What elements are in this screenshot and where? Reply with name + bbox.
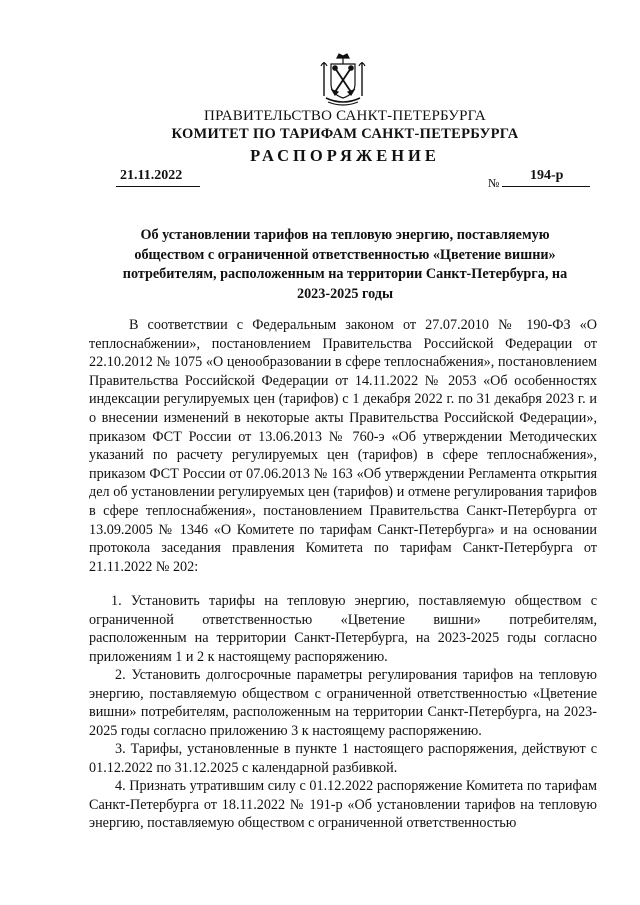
committee-title: КОМИТЕТ ПО ТАРИФАМ САНКТ-ПЕТЕРБУРГА <box>171 126 519 142</box>
clause-1-paragraph: 1. Установить тарифы на тепловую энергию, поставляемую обществом с ограниченной ответственностью «Цветение вишни» потребителям, расположенным на территории Санкт-Петербурга, на 2023-2025 годы согласно приложениям 1 и 2 к настоящему распоряжению. <box>89 593 597 665</box>
clause-3-paragraph: 3. Тарифы, установленные в пункте 1 настоящего распоряжения, действуют с 01.12.2022 по 31.12.2025 с календарной разбивкой. <box>89 741 597 776</box>
document-type-title: РАСПОРЯЖЕНИЕ <box>250 146 440 165</box>
document-date: 21.11.2022 <box>116 168 200 187</box>
document-subject: Об установлении тарифов на тепловую энергию, поставляемую обществом с ограниченной ответственностью «Цветение вишни» потребителям, расположенным на территории Санкт-Петербурга, на 2023-2025 годы <box>122 227 568 302</box>
government-title: ПРАВИТЕЛЬСТВО САНКТ-ПЕТЕРБУРГА <box>204 108 486 124</box>
coat-of-arms-icon <box>318 52 368 106</box>
clause-4-paragraph: 4. Признать утратившим силу с 01.12.2022 распоряжение Комитета по тарифам Санкт-Петербурга от 18.11.2022 № 191-р «Об установлении тарифов на тепловую энергию, поставляемую обществом с ограниченной ответственностью <box>89 778 597 832</box>
clause-2-paragraph: 2. Установить долгосрочные параметры регулирования тарифов на тепловую энергию, поставляемую обществом с ограниченной ответственностью «Цветение вишни» потребителям, расположенным на территории Санкт-Петербурга, на 2023-2025 годы согласно приложению 3 к настоящему распоряжению. <box>89 667 597 739</box>
document-number: 194-р <box>502 168 590 187</box>
preamble-paragraph: В соответствии с Федеральным законом от 27.07.2010 № 190-ФЗ «О теплоснабжении», постановлением Правительства Российской Федерации от 22.10.2012 № 1075 «О ценообразовании в сфере теплоснабжения», постановлением Правительства Российской Федерации от 14.11.2022 № 2053 «Об особенностях индексации регулируемых цен (тарифов) с 1 декабря 2022 г. по 31 декабря 2023 г. и о внесении изменений в некоторые акты Правительства Российской Федерации», приказом ФСТ России от 13.06.2013 № 760-э «Об утверждении Методических указаний по расчету регулируемых цен (тарифов) в сфере теплоснабжения», приказом ФСТ России от 07.06.2013 № 163 «Об утверждении Регламента открытия дел об установлении регулируемых цен (тарифов) и отмене регулирования тарифов в сфере теплоснабжения», постановлением Правительства Санкт-Петербурга от 13.09.2005 № 1346 «О Комитете по тарифам Санкт-Петербурга» и на основании протокола заседания правления Комитета по тарифам Санкт-Петербурга от 21.11.2022 № 202: <box>89 317 597 575</box>
number-label: № <box>488 176 500 190</box>
